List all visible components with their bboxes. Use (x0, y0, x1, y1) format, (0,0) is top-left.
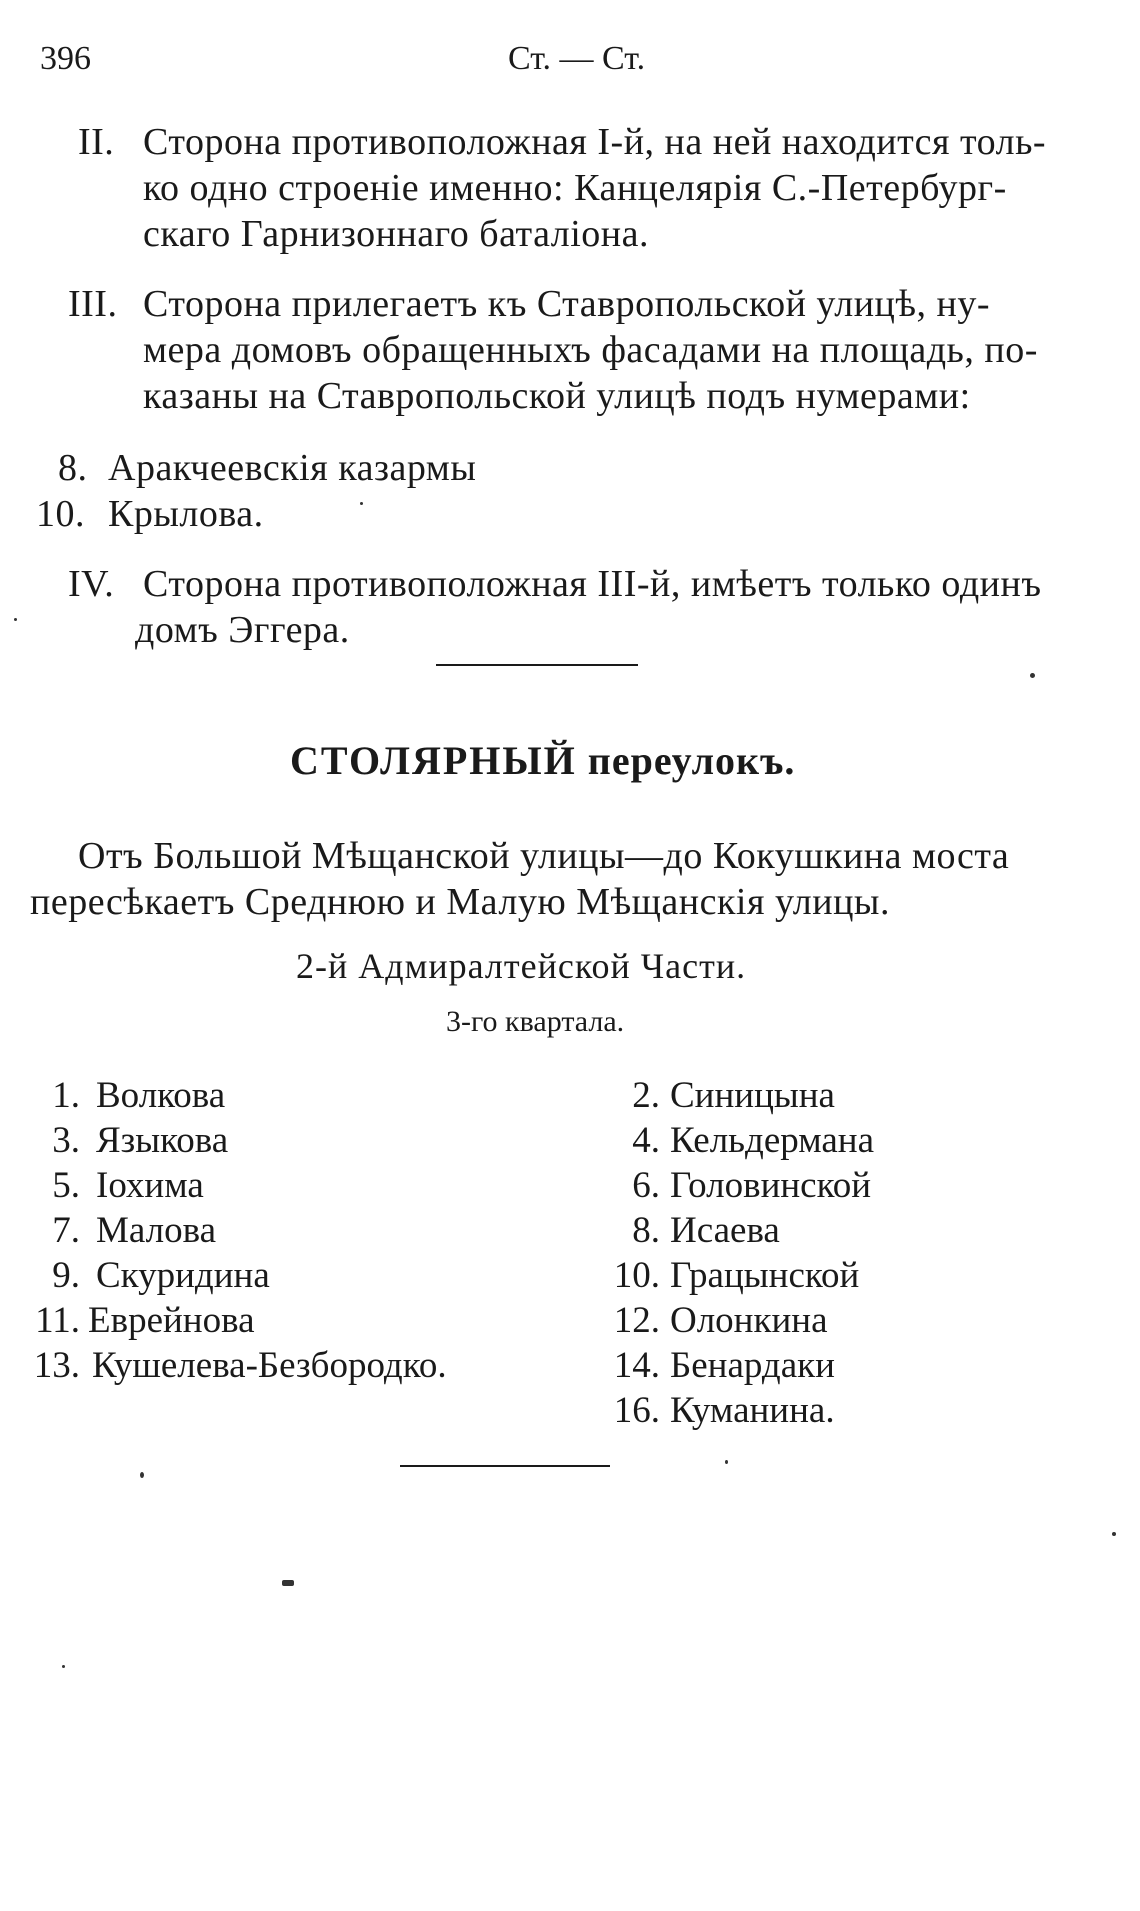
list-item-number: 9. (52, 1255, 80, 1296)
list-item-name: Кельдермана (670, 1120, 875, 1161)
list-item-number: 16. (613, 1390, 660, 1431)
list-item-name: Волкова (96, 1075, 226, 1116)
side-4-line-2: домъ Эггера. (135, 609, 350, 651)
side-3-numeral: III. (68, 283, 118, 325)
list-item-name: Малова (96, 1210, 217, 1251)
side-3-line-2: мера домовъ обращенныхъ фасадами на площадь, по- (143, 329, 1038, 371)
running-title: Ст. — Ст. (508, 40, 646, 77)
section-divider (400, 1465, 610, 1467)
list-item-number: 10. (36, 493, 85, 535)
page-number: 396 (40, 40, 91, 77)
list-item-name: Синицына (670, 1075, 835, 1116)
list-item-number: 7. (52, 1210, 80, 1251)
street-description-line-2: пересѣкаетъ Среднюю и Малую Мѣщанскія улицы. (30, 881, 890, 923)
list-item-number: 10. (613, 1255, 660, 1296)
list-item-name: Куманина. (670, 1390, 835, 1431)
ink-speck (1030, 673, 1035, 678)
side-2-numeral: II. (78, 121, 115, 163)
list-item-number: 3. (52, 1120, 80, 1161)
list-item-number: 2. (632, 1075, 660, 1116)
list-item-name: Іохима (96, 1165, 204, 1206)
section-divider (436, 664, 638, 666)
street-description-line-1: Отъ Большой Мѣщанской улицы—до Кокушкина моста (78, 835, 1010, 877)
ink-speck (140, 1472, 144, 1478)
street-heading-name: СТОЛЯРНЫЙ (290, 738, 577, 783)
list-item-number: 13. (33, 1345, 80, 1386)
list-item-name: Грацынской (670, 1255, 860, 1296)
list-item-name: Скуридина (96, 1255, 270, 1296)
side-4-numeral: IV. (68, 563, 115, 605)
ink-speck (360, 502, 363, 505)
ink-speck (725, 1460, 728, 1464)
list-item-name: Еврейнова (88, 1300, 255, 1341)
list-item-name: Языкова (96, 1120, 229, 1161)
list-item-number: 4. (632, 1120, 660, 1161)
list-item-name: Исаева (670, 1210, 780, 1251)
list-item-number: 6. (632, 1165, 660, 1206)
ink-speck (282, 1580, 294, 1586)
list-item-name: Бенардаки (670, 1345, 835, 1386)
list-item-number: 1. (52, 1075, 80, 1116)
list-item-number: 5. (52, 1165, 80, 1206)
list-item-number: 11. (35, 1300, 80, 1341)
list-item-name: Аракчеевскія казармы (108, 447, 477, 489)
side-3-line-3: казаны на Ставропольской улицѣ подъ нумерами: (143, 375, 971, 417)
list-item-number: 8. (58, 447, 88, 489)
ink-speck (62, 1665, 65, 1668)
side-2-line-3: скаго Гарнизоннаго баталіона. (143, 213, 649, 255)
list-item-number: 8. (632, 1210, 660, 1251)
street-heading-type: переулокъ. (587, 738, 796, 783)
list-item-name: Крылова. (108, 493, 264, 535)
street-heading (290, 737, 795, 784)
quarter-heading: 3-го квартала. (446, 1005, 625, 1038)
side-3-line-1: Сторона прилегаетъ къ Ставропольской улицѣ, ну- (143, 283, 991, 325)
district-heading: 2-й Адмиралтейской Части. (296, 946, 747, 986)
ink-speck (14, 618, 17, 621)
list-item-number: 14. (613, 1345, 660, 1386)
list-item-name: Олонкина (670, 1300, 828, 1341)
list-item-name: Головинской (670, 1165, 872, 1206)
side-2-line-1: Сторона противоположная I-й, на ней находится толь- (143, 121, 1047, 163)
ink-speck (1112, 1532, 1116, 1536)
list-item-number: 12. (613, 1300, 660, 1341)
side-4-line-1: Сторона противоположная III-й, имѣетъ только одинъ (143, 563, 1042, 605)
side-2-line-2: ко одно строеніе именно: Канцелярія С.-Петербург- (143, 167, 1007, 209)
list-item-name: Кушелева-Безбородко. (92, 1345, 447, 1386)
